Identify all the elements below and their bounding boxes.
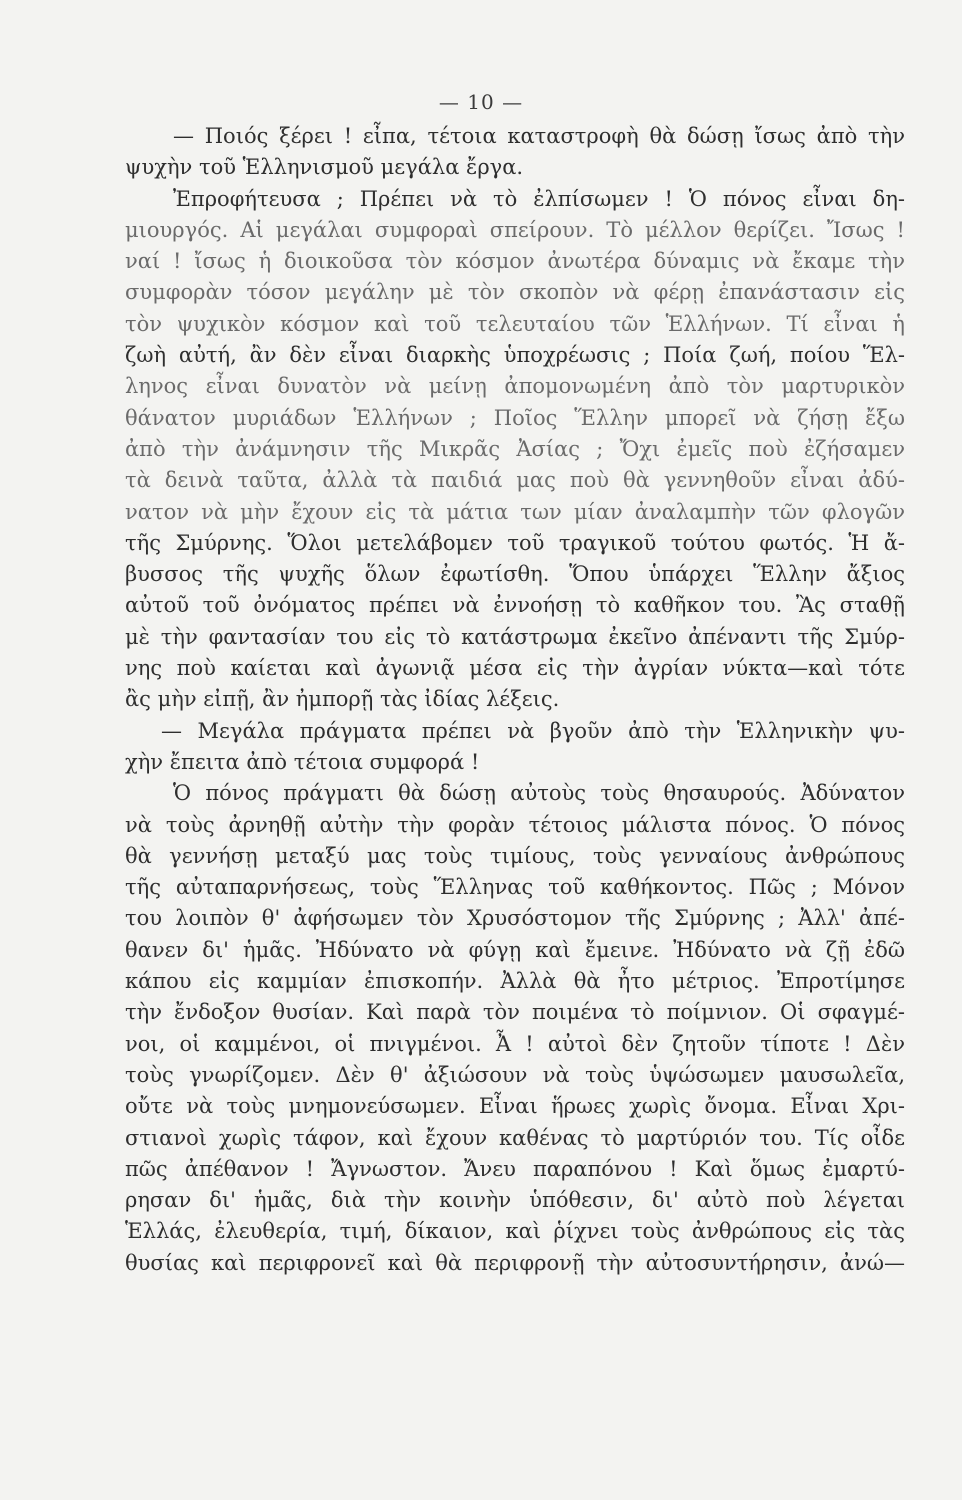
text-line: ἂς μὴν εἰπῇ, ἂν ἠμπορῇ τὰς ἰδίας λέξεις. — [125, 687, 560, 712]
text-line: στιανοὶ χωρὶς τάφον, καὶ ἔχουν καθένας τὸ μαρτύριόν του. Τίς οἶδε — [125, 1125, 905, 1150]
text-line: βυσσος τῆς ψυχῆς ὅλων ἐφωτίσθη. Ὅπου ὑπάρχει Ἕλλην ἄξιος — [125, 562, 905, 587]
text-line: συμφορὰν τόσον μεγάλην μὲ τὸν σκοπὸν νὰ φέρῃ ἐπανάστασιν εἰς — [125, 280, 905, 305]
text-line: τὸν ψυχικὸν κόσμον καὶ τοῦ τελευταίου τῶν Ἑλλήνων. Τί εἶναι ἡ — [125, 311, 905, 336]
text-line: του λοιπὸν θ' ἀφήσωμεν τὸν Χρυσόστομον τῆς Σμύρνης ; Ἀλλ' ἀπέ- — [125, 906, 905, 931]
text-line: ληνος εἶναι δυνατὸν νὰ μείνῃ ἀπομονωμένη ἀπὸ τὸν μαρτυρικὸν — [125, 374, 905, 399]
text-line: ρησαν δι' ἡμᾶς, διὰ τὴν κοινὴν ὑπόθεσιν, δι' αὐτὸ ποὺ λέγεται — [125, 1188, 905, 1213]
text-line: — Ποιός ξέρει ! εἶπα, τέτοια καταστροφὴ θὰ δώσῃ ἴσως ἀπὸ τὴν — [173, 124, 905, 148]
text-line: ζωὴ αὐτή, ἂν δὲν εἶναι διαρκὴς ὑποχρέωσις ; Ποία ζωή, ποίου Ἕλ- — [125, 343, 905, 368]
text-line: μὲ τὴν φαντασίαν του εἰς τὸ κατάστρωμα ἐκεῖνο ἀπέναντι τῆς Σμύρ- — [125, 624, 905, 649]
text-line: τοὺς γνωρίζομεν. Δὲν θ' ἀξιώσουν νὰ τοὺς ὑψώσωμεν μαυσωλεῖα, — [125, 1062, 905, 1087]
page-number: — 10 — — [438, 90, 524, 114]
text-line: θυσίας καὶ περιφρονεῖ καὶ θὰ περιφρονῇ τὴν αὐτοσυντήρησιν, ἀνώ— — [125, 1250, 905, 1275]
text-line: Ἑλλάς, ἐλευθερία, τιμή, δίκαιον, καὶ ῥίχνει τοὺς ἀνθρώπους εἰς τὰς — [125, 1219, 905, 1244]
text-line: νὰ τοὺς ἀρνηθῇ αὐτὴν τὴν φορὰν τέτοιος μάλιστα πόνος. Ὁ πόνος — [125, 812, 905, 837]
body-text — [125, 121, 905, 1279]
text-line: θανεν δι' ἡμᾶς. Ἠδύνατο νὰ φύγῃ καὶ ἔμεινε. Ἠδύνατο νὰ ζῇ ἐδῶ — [125, 937, 905, 962]
text-line: αὐτοῦ τοῦ ὀνόματος πρέπει νὰ ἐννοήσῃ τὸ καθῆκον του. Ἂς σταθῇ — [125, 593, 905, 618]
text-line: — Μεγάλα πράγματα πρέπει νὰ βγοῦν ἀπὸ τὴν Ἑλληνικὴν ψυ- — [161, 718, 905, 743]
text-line: ἀπὸ τὴν ἀνάμνησιν τῆς Μικρᾶς Ἀσίας ; Ὄχι ἐμεῖς ποὺ ἐζήσαμεν — [125, 436, 905, 461]
text-line: νοι, οἱ καμμένοι, οἱ πνιγμένοι. Ἆ ! αὐτοὶ δὲν ζητοῦν τίποτε ! Δὲν — [125, 1031, 905, 1056]
text-line: νατον νὰ μὴν ἔχουν εἰς τὰ μάτια των μίαν ἀναλαμπὴν τῶν φλογῶν — [125, 499, 905, 524]
text-line: θάνατον μυριάδων Ἑλλήνων ; Ποῖος Ἕλλην μπορεῖ νὰ ζήσῃ ἔξω — [125, 405, 905, 430]
text-line: Ἐπροφήτευσα ; Πρέπει νὰ τὸ ἐλπίσωμεν ! Ὁ πόνος εἶναι δη- — [173, 186, 905, 211]
text-line: τὴν ἔνδοξον θυσίαν. Καὶ παρὰ τὸν ποιμένα τὸ ποίμνιον. Οἱ σφαγμέ- — [125, 1000, 905, 1025]
text-line: θὰ γεννήσῃ μεταξύ μας τοὺς τιμίους, τοὺς γενναίους ἀνθρώπους — [125, 843, 905, 868]
text-line: κάπου εἰς καμμίαν ἐπισκοπήν. Ἀλλὰ θὰ ἦτο μέτριος. Ἐπροτίμησε — [125, 969, 905, 994]
text-line: τῆς Σμύρνης. Ὅλοι μετελάβομεν τοῦ τραγικοῦ τούτου φωτός. Ἡ ἄ- — [125, 530, 905, 555]
text-line: οὔτε νὰ τοὺς μνημονεύσωμεν. Εἶναι ἥρωες χωρὶς ὄνομα. Εἶναι Χρι- — [125, 1094, 905, 1119]
text-line: μιουργός. Αἱ μεγάλαι συμφοραὶ σπείρουν. Τὸ μέλλον θερίζει. Ἴσως ! — [125, 217, 905, 242]
text-line: Ὁ πόνος πράγματι θὰ δώσῃ αὐτοὺς τοὺς θησαυρούς. Ἀδύνατον — [173, 781, 905, 806]
text-line: χὴν ἔπειτα ἀπὸ τέτοια συμφορά ! — [125, 749, 480, 774]
text-line: ψυχὴν τοῦ Ἑλληνισμοῦ μεγάλα ἔργα. — [125, 155, 524, 180]
text-line: νης ποὺ καίεται καὶ ἀγωνιᾷ μέσα εἰς τὴν ἀγρίαν νύκτα—καὶ τότε — [125, 656, 905, 681]
text-line: τῆς αὐταπαρνήσεως, τοὺς Ἕλληνας τοῦ καθήκοντος. Πῶς ; Μόνον — [125, 875, 905, 900]
text-line: τὰ δεινὰ ταῦτα, ἀλλὰ τὰ παιδιά μας ποὺ θὰ γεννηθοῦν εἶναι ἀδύ- — [125, 468, 905, 493]
text-line: ναί ! ἴσως ἡ διοικοῦσα τὸν κόσμον ἀνωτέρα δύναμις νὰ ἔκαμε τὴν — [125, 249, 905, 274]
text-line: πῶς ἀπέθανον ! Ἄγνωστον. Ἄνευ παραπόνου ! Καὶ ὅμως ἐμαρτύ- — [125, 1156, 905, 1181]
